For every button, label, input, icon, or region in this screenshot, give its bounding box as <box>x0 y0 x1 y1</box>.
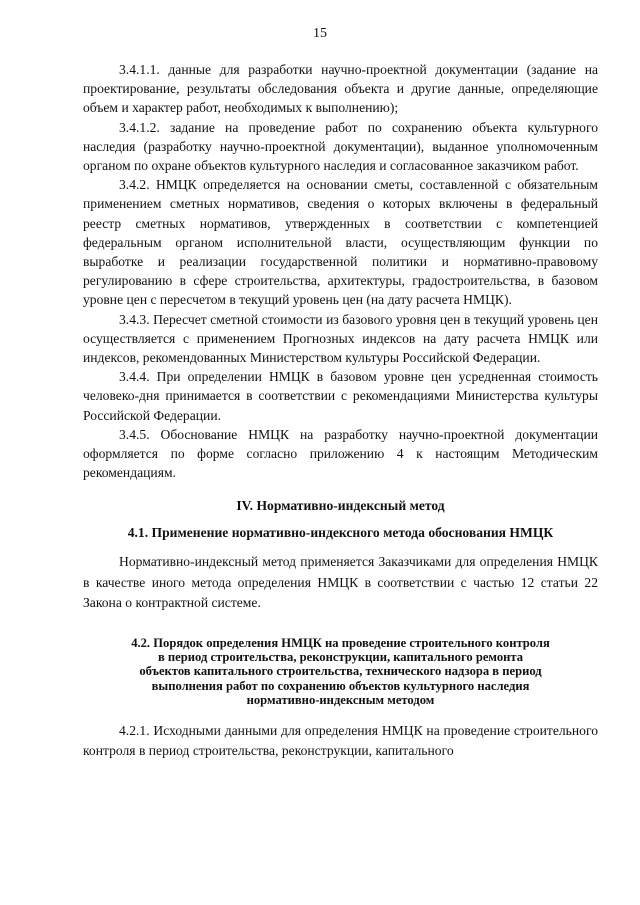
section-title: IV. Нормативно-индексный метод <box>236 498 445 514</box>
paragraph-3-4-1-1: 3.4.1.1. данные для разработки научно-проектной документации (задание на проектирование, результаты обследования объекта и другие данные, определяющие объем и характер работ, необходимых к выполнению); <box>83 62 598 116</box>
paragraph-3-4-4: 3.4.4. При определении НМЦК в базовом уровне цен усредненная стоимость человеко-дня принимается в соответствии с рекомендациями Министерства культуры Российской Федерации. <box>83 369 598 423</box>
subsection-4-2-title-line: 4.2. Порядок определения НМЦК на проведение строительного контроля <box>131 635 550 650</box>
subsection-4-1-title: 4.1. Применение нормативно-индексного метода обоснования НМЦК <box>127 525 554 541</box>
subsection-4-2-title-line: нормативно-индексным методом <box>246 692 435 707</box>
document-body <box>83 60 598 762</box>
subsection-4-2-title <box>83 636 598 707</box>
page-number: 15 <box>313 26 327 41</box>
subsection-4-2-title-line: выполнения работ по сохранению объектов культурного наследия <box>151 678 530 693</box>
subsection-4-2-title-line: в период строительства, реконструкции, капитального ремонта <box>157 650 524 665</box>
paragraph-3-4-3: 3.4.3. Пересчет сметной стоимости из базового уровня цен в текущий уровень цен осуществляется с применением Прогнозных индексов на дату расчета НМЦК или индексов, рекомендованных Министерством культуры Российской Федерации. <box>83 311 598 366</box>
paragraph-4-1: Нормативно-индексный метод применяется Заказчиками для определения НМЦК в качестве иного метода определения НМЦК в соответствии с частью 12 статьи 22 Закона о контрактной системе. <box>83 554 598 611</box>
paragraph-3-4-5: 3.4.5. Обоснование НМЦК на разработку научно-проектной документации оформляется по форме согласно приложению 4 к настоящим Методическим рекомендациям. <box>83 426 598 481</box>
paragraph-4-2-1: 4.2.1. Исходными данными для определения НМЦК на проведение строительного контроля в период строительства, реконструкции, капитального <box>83 722 598 759</box>
subsection-4-2-title-line: объектов капитального строительства, технического надзора в период <box>139 664 542 679</box>
paragraph-3-4-1-2: 3.4.1.2. задание на проведение работ по сохранению объекта культурного наследия (разработку научно-проектной документации), выданное уполномоченным органом по охране объектов культурного наследия и согласованное заказчиком работ. <box>83 119 598 174</box>
paragraph-3-4-2: 3.4.2. НМЦК определяется на основании сметы, составленной с обязательным применением сметных нормативов, сведения о которых включены в федеральный реестр сметных нормативов, утвержденных в соответствии с компетенцией федеральным органом исполнительной власти, осуществляющим функции по выработке и реализации государственной политики и нормативно-правовому регулированию в сфере строительства, архитектуры, градостроительства, в базовом уровне цен с пересчетом в текущий уровень цен (на дату расчета НМЦК). <box>83 177 598 308</box>
